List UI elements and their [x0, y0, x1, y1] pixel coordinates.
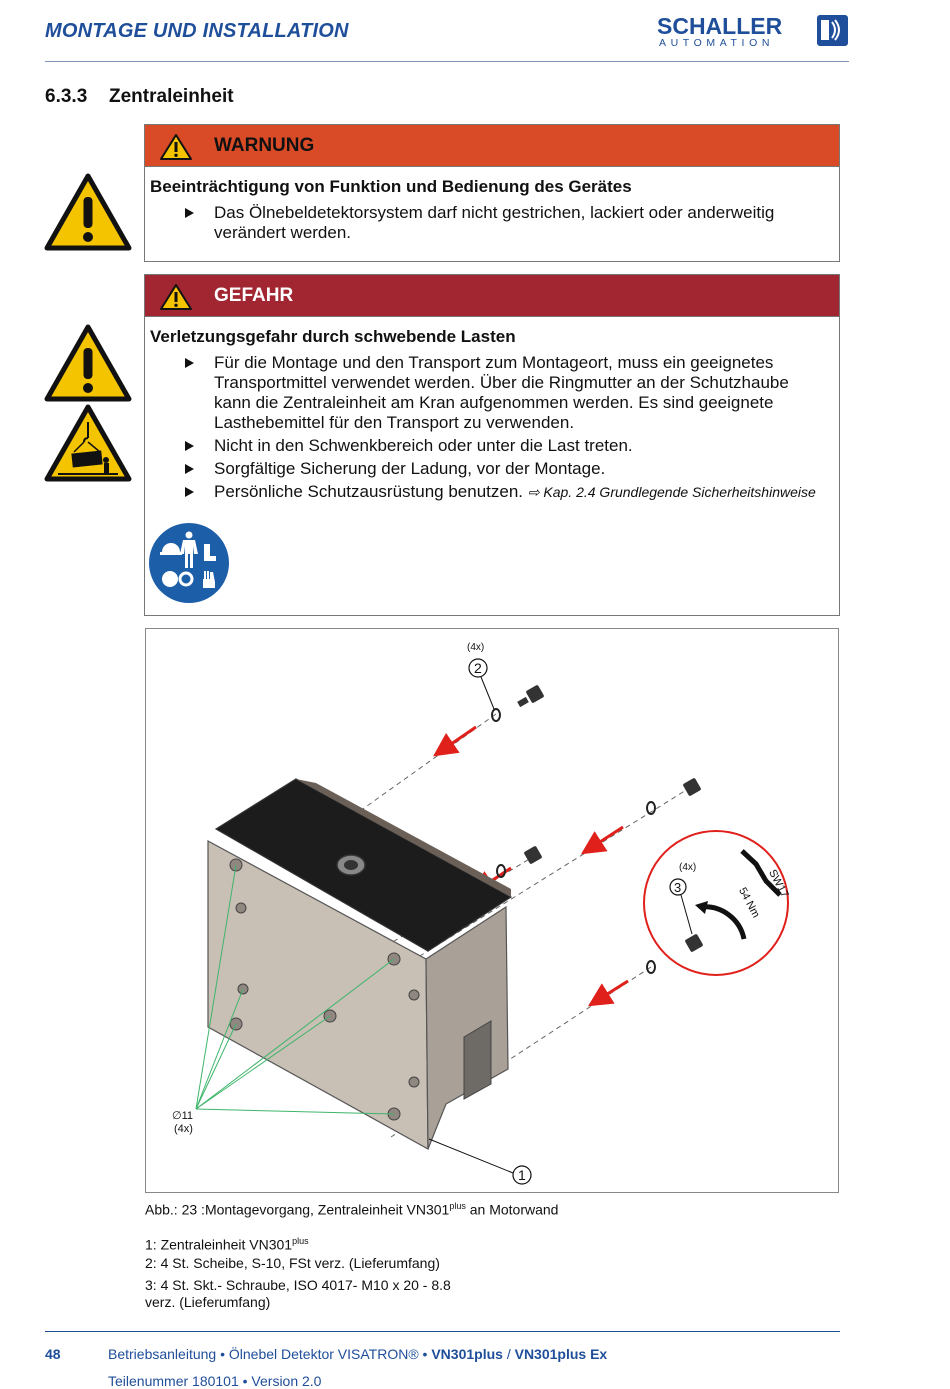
assembly-drawing: [146, 629, 838, 1192]
legend-item-1: [145, 1233, 309, 1254]
caption-superscript: plus: [449, 1201, 466, 1211]
count-label-top: (4x): [467, 642, 485, 653]
caption-text: Montagevorgang, Zentraleinheit VN301: [204, 1201, 450, 1218]
suspended-load-sign-icon: [44, 404, 132, 482]
callout-2-label: 2: [474, 660, 482, 676]
caption-prefix: Abb.: 23 :: [145, 1201, 205, 1218]
schaller-logo: [657, 14, 849, 50]
assembly-figure: [145, 628, 839, 1193]
list-item: [183, 459, 823, 479]
callout-3-label: 3: [674, 880, 682, 895]
warning-triangle-icon: [159, 133, 193, 161]
legend-item-3: 3: 4 St. Skt.- Schraube, ISO 4017- M10 x 20 - 8.8: [145, 1277, 451, 1293]
warning-heading: Beeinträchtigung von Funktion und Bedienung des Gerätes: [150, 177, 632, 196]
danger-box: [144, 274, 840, 616]
legend-item-3-cont: verz. (Lieferumfang): [145, 1294, 271, 1310]
logo-mark-icon: [817, 15, 848, 46]
list-item-text: Persönliche Schutzausrüstung benutzen.: [214, 482, 524, 501]
warning-list: [183, 203, 803, 246]
section-title: Zentraleinheit: [109, 86, 234, 107]
list-item: [183, 353, 823, 433]
footer-title-text: Betriebsanleitung • Ölnebel Detektor VISATRON® •: [108, 1346, 432, 1362]
footer-model: VN301plus: [431, 1346, 503, 1362]
header-rule: [45, 61, 849, 62]
danger-triangle-icon: [159, 283, 193, 311]
danger-bar: [145, 275, 839, 317]
legend-item-text: 1: Zentraleinheit VN301: [145, 1236, 293, 1253]
legend-superscript: plus: [292, 1236, 309, 1246]
logo-name: SCHALLER: [657, 13, 783, 39]
legend-item-2: 2: 4 St. Scheibe, S-10, FSt verz. (Lieferumfang): [145, 1255, 440, 1271]
torque-detail-inset: [644, 831, 788, 975]
cross-reference-link[interactable]: ⇨ Kap. 2.4 Grundlegende Sicherheitshinweise: [527, 484, 816, 500]
footer-part-number: Teilenummer 180101 • Version 2.0: [108, 1373, 322, 1389]
general-warning-sign-icon: [44, 324, 132, 402]
danger-list: [183, 353, 823, 505]
list-item-text: Nicht in den Schwenkbereich oder unter die Last treten.: [214, 436, 633, 455]
list-item-text: Sorgfältige Sicherung der Ladung, vor der Montage.: [214, 459, 606, 478]
wrench-size-label: SW17: [766, 867, 791, 900]
warning-label: WARNUNG: [214, 135, 315, 156]
footer-separator: /: [502, 1346, 515, 1362]
list-item-text: Für die Montage und den Transport zum Montageort, muss ein geeignetes Transportmittel verwendet werden. Über die Ringmutter an der Schutzhaube kann die Zentraleinheit am Kran aufgenommen werden. Es sind geeignete Lasthebemittel für den Transport zu verwenden.: [214, 353, 789, 432]
figure-caption: [145, 1201, 558, 1218]
callout-1-label: 1: [518, 1167, 526, 1183]
footer-document-title: [108, 1346, 607, 1362]
warning-box: [144, 124, 840, 262]
footer-model-ex: VN301plus Ex: [514, 1346, 608, 1362]
general-warning-sign-icon: [44, 173, 132, 251]
list-item: [183, 203, 803, 243]
danger-label: GEFAHR: [214, 285, 294, 306]
list-item: [183, 436, 823, 456]
section-heading: [45, 86, 234, 108]
chapter-title: MONTAGE UND INSTALLATION: [45, 20, 349, 42]
hole-diameter-label: ∅11: [172, 1110, 194, 1122]
caption-end: an Motorwand: [465, 1201, 559, 1218]
logo-subtitle: AUTOMATION: [659, 37, 775, 49]
list-item: [183, 482, 823, 502]
torque-label: 54 Nm: [736, 885, 762, 920]
section-number: 6.3.3: [45, 86, 88, 107]
footer-rule: [45, 1331, 840, 1332]
list-item-text: Das Ölnebeldetektorsystem darf nicht gestrichen, lackiert oder anderweitig verändert werden.: [214, 203, 775, 242]
danger-heading: Verletzungsgefahr durch schwebende Lasten: [150, 327, 516, 346]
hole-count-label: (4x): [174, 1123, 193, 1135]
warning-bar: [145, 125, 839, 167]
count-label-inset: (4x): [679, 862, 697, 873]
page-number: 48: [45, 1346, 61, 1362]
